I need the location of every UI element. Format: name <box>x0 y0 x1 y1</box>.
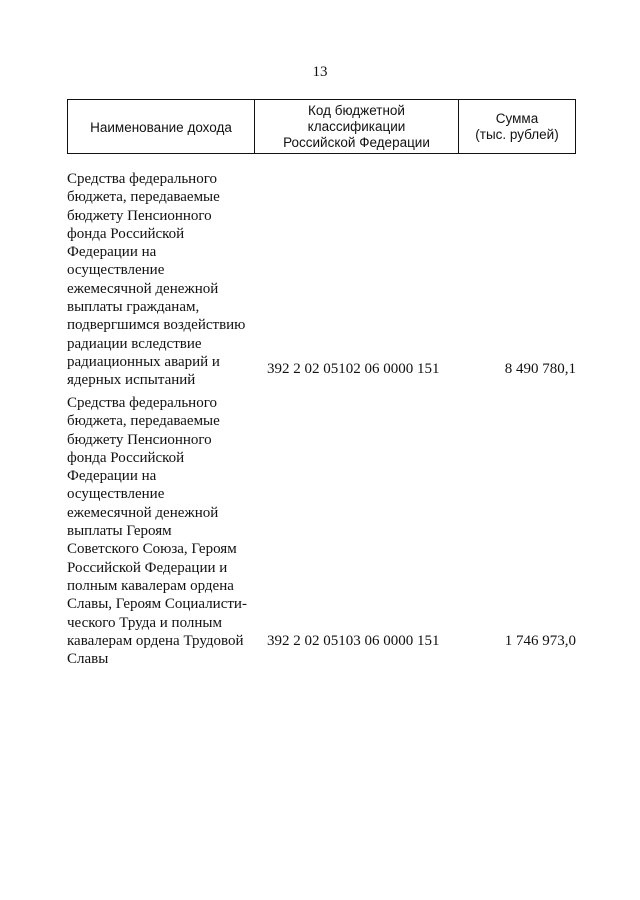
budget-code-cell: 392 2 02 05103 06 0000 151 <box>267 633 440 649</box>
header-income-name: Наименование дохода <box>68 100 255 153</box>
page-number: 13 <box>312 64 328 80</box>
header-sum: Сумма (тыс. рублей) <box>475 110 559 142</box>
table-header <box>67 99 576 154</box>
income-name-cell: Средства федерального бюджета, передаваемые бюджету Пенсионного фонда Российской Федерации на осуществление ежемесячной денежной выплаты Героям Советского Союза, Героям Российской Федерации и полным кавалерам ордена Славы, Героям Социалисти- ческого Труда и полным кавалерам ордена Трудовой Славы <box>67 395 247 668</box>
sum-cell: 8 490 780,1 <box>504 361 576 377</box>
budget-code-cell: 392 2 02 05102 06 0000 151 <box>267 361 440 377</box>
header-budget-code: Код бюджетной классификации Российской Федерации <box>255 100 459 153</box>
income-name-cell: Средства федерального бюджета, передаваемые бюджету Пенсионного фонда Российской Федерации на осуществление ежемесячной денежной выплаты гражданам, подвергшимся воздействию радиации вследствие радиационных аварий и ядерных испытаний <box>67 171 246 389</box>
sum-cell: 1 746 973,0 <box>504 633 576 649</box>
